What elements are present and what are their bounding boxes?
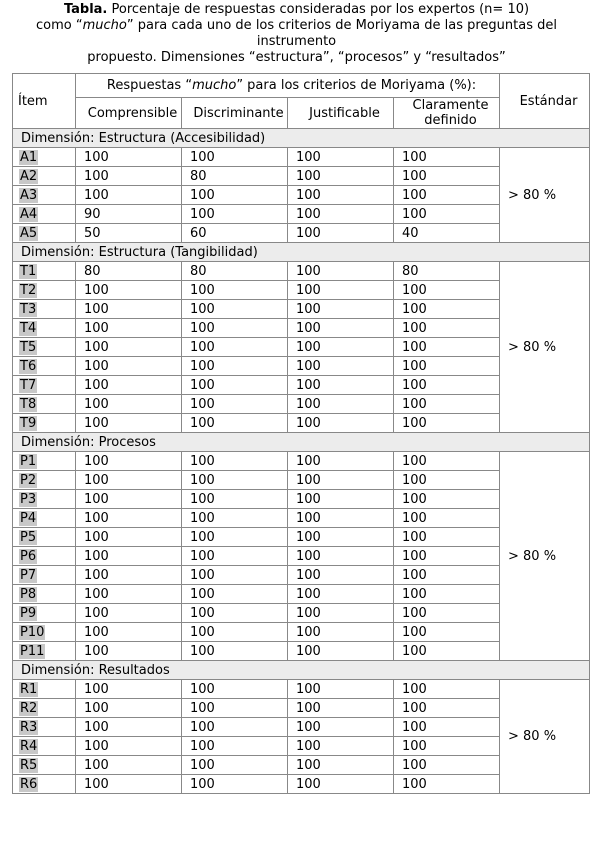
item-code: T5 [20,339,37,355]
value-cell: 100 [394,756,500,775]
value-cell: 100 [288,509,394,528]
value-cell: 100 [394,281,500,300]
dimension-title: Dimensión: Estructura (Accesibilidad) [13,129,590,148]
value-cell: 100 [182,414,288,433]
value-cell: 100 [76,509,182,528]
item-code-cell [13,528,76,547]
item-code-cell [13,148,76,167]
value-cell: 100 [394,167,500,186]
item-code: A2 [20,168,38,184]
item-code: R2 [20,700,38,716]
value-cell: 100 [288,186,394,205]
header-col-discriminante: Discriminante [182,98,288,129]
value-cell: 100 [182,300,288,319]
value-cell: 100 [182,471,288,490]
value-cell: 100 [394,775,500,794]
value-cell: 100 [182,756,288,775]
value-cell: 100 [76,395,182,414]
value-cell: 100 [288,566,394,585]
value-cell: 100 [76,528,182,547]
value-cell: 100 [288,357,394,376]
header-group-italic: mucho [192,78,237,93]
value-cell: 100 [288,547,394,566]
dimension-title: Dimensión: Procesos [13,433,590,452]
value-cell: 100 [76,471,182,490]
item-code: P7 [20,567,37,583]
item-code-cell [13,680,76,699]
item-code-cell [13,205,76,224]
item-code-cell [13,585,76,604]
value-cell: 50 [76,224,182,243]
item-code: T4 [20,320,37,336]
value-cell: 80 [182,262,288,281]
caption-line-3: propuesto. Dimensiones “estructura”, “procesos” y “resultados” [87,50,506,65]
value-cell: 100 [76,414,182,433]
value-cell: 100 [76,756,182,775]
value-cell: 100 [394,642,500,661]
value-cell: 100 [394,699,500,718]
value-cell: 100 [182,395,288,414]
value-cell: 100 [394,490,500,509]
item-code-cell [13,300,76,319]
item-code: R3 [20,719,38,735]
item-code: R4 [20,738,38,754]
item-code-cell [13,471,76,490]
item-code: A4 [20,206,38,222]
moriyama-table [12,73,590,794]
value-cell: 40 [394,224,500,243]
value-cell: 100 [182,509,288,528]
dimension-row [13,129,590,148]
value-cell: 100 [76,623,182,642]
value-cell: 100 [182,205,288,224]
value-cell: 100 [288,300,394,319]
item-code: P5 [20,529,37,545]
item-code-cell [13,756,76,775]
value-cell: 100 [76,642,182,661]
item-code-cell [13,414,76,433]
value-cell: 100 [182,547,288,566]
value-cell: 100 [288,281,394,300]
value-cell: 100 [76,699,182,718]
value-cell: 100 [394,509,500,528]
value-cell: 100 [182,604,288,623]
value-cell: 100 [76,376,182,395]
standard-cell: > 80 % [500,262,590,433]
item-code-cell [13,604,76,623]
item-code-cell [13,642,76,661]
value-cell: 100 [76,718,182,737]
value-cell: 100 [182,585,288,604]
item-code: P6 [20,548,37,564]
item-code-cell [13,281,76,300]
value-cell: 100 [288,737,394,756]
value-cell: 100 [182,680,288,699]
value-cell: 100 [394,471,500,490]
value-cell: 100 [76,319,182,338]
value-cell: 100 [182,623,288,642]
header-standard: Estándar [500,74,590,129]
item-code-cell [13,262,76,281]
value-cell: 100 [288,205,394,224]
item-code: T2 [20,282,37,298]
value-cell: 100 [394,528,500,547]
value-cell: 100 [288,338,394,357]
value-cell: 100 [288,148,394,167]
value-cell: 100 [182,357,288,376]
value-cell: 100 [394,604,500,623]
value-cell: 100 [76,357,182,376]
value-cell: 100 [394,623,500,642]
table-row [13,680,590,699]
item-code-cell [13,376,76,395]
caption-line-1 [0,2,593,18]
item-code: P4 [20,510,37,526]
value-cell: 100 [394,148,500,167]
standard-cell: > 80 % [500,680,590,794]
value-cell: 100 [182,452,288,471]
item-code-cell [13,395,76,414]
value-cell: 100 [288,680,394,699]
value-cell: 80 [76,262,182,281]
value-cell: 100 [182,319,288,338]
header-col-justificable: Justificable [288,98,394,129]
value-cell: 100 [76,680,182,699]
item-code: A3 [20,187,38,203]
value-cell: 100 [182,186,288,205]
value-cell: 100 [394,680,500,699]
value-cell: 100 [288,262,394,281]
value-cell: 100 [394,566,500,585]
item-code-cell [13,167,76,186]
header-group-pre: Respuestas “ [106,78,193,93]
caption-bold-label: Tabla. [63,2,108,17]
item-code: P11 [20,643,45,659]
item-code-cell [13,566,76,585]
value-cell: 100 [288,718,394,737]
value-cell: 100 [288,395,394,414]
standard-cell: > 80 % [500,148,590,243]
item-code-cell [13,775,76,794]
item-code: P2 [20,472,37,488]
value-cell: 100 [394,300,500,319]
item-code-cell [13,718,76,737]
value-cell: 100 [288,319,394,338]
item-code: R5 [20,757,38,773]
caption-line-2-pre: como “ [36,18,83,33]
caption-line-2 [0,18,593,50]
value-cell: 100 [76,566,182,585]
value-cell: 80 [394,262,500,281]
value-cell: 100 [76,281,182,300]
value-cell: 100 [394,338,500,357]
dimension-title: Dimensión: Estructura (Tangibilidad) [13,243,590,262]
value-cell: 100 [394,357,500,376]
item-code-cell [13,490,76,509]
dimension-row [13,661,590,680]
value-cell: 100 [182,281,288,300]
table-row [13,262,590,281]
value-cell: 100 [394,376,500,395]
value-cell: 90 [76,205,182,224]
dimension-row [13,433,590,452]
item-code-cell [13,338,76,357]
value-cell: 100 [182,338,288,357]
header-group [76,74,500,98]
value-cell: 100 [76,737,182,756]
value-cell: 100 [76,775,182,794]
value-cell: 100 [182,718,288,737]
value-cell: 100 [182,490,288,509]
item-code-cell [13,699,76,718]
item-code: T9 [20,415,37,431]
item-code: P3 [20,491,37,507]
value-cell: 100 [394,395,500,414]
value-cell: 100 [182,699,288,718]
value-cell: 100 [394,547,500,566]
item-code-cell [13,737,76,756]
value-cell: 100 [288,376,394,395]
dimension-title: Dimensión: Resultados [13,661,590,680]
item-code-cell [13,509,76,528]
value-cell: 100 [394,737,500,756]
header-col-claramente-definido: Claramente definido [394,98,500,129]
item-code-cell [13,547,76,566]
value-cell: 100 [394,319,500,338]
value-cell: 100 [288,528,394,547]
value-cell: 100 [288,471,394,490]
value-cell: 100 [394,205,500,224]
value-cell: 100 [288,585,394,604]
caption-line-2-post: ” para cada uno de los criterios de Moriyama de las preguntas del instrumento [126,18,557,49]
value-cell: 100 [182,775,288,794]
item-code-cell [13,319,76,338]
table-row [13,452,590,471]
table-body [13,74,590,794]
item-code-cell [13,224,76,243]
item-code: P1 [20,453,37,469]
value-cell: 100 [288,452,394,471]
header-group-post: ” para los criterios de Moriyama (%): [236,78,477,93]
table-row [13,148,590,167]
item-code: R1 [20,681,38,697]
value-cell: 100 [182,737,288,756]
item-code-cell [13,357,76,376]
item-code: R6 [20,776,38,792]
table-caption [0,2,593,66]
value-cell: 100 [76,148,182,167]
item-code: A5 [20,225,38,241]
value-cell: 100 [288,756,394,775]
value-cell: 100 [76,300,182,319]
value-cell: 100 [394,452,500,471]
value-cell: 100 [288,775,394,794]
value-cell: 100 [76,585,182,604]
dimension-row [13,243,590,262]
value-cell: 100 [76,167,182,186]
standard-cell: > 80 % [500,452,590,661]
item-code: T7 [20,377,37,393]
value-cell: 100 [288,623,394,642]
header-item: Ítem [13,74,76,129]
value-cell: 100 [288,167,394,186]
value-cell: 100 [76,452,182,471]
value-cell: 100 [288,642,394,661]
item-code: T1 [20,263,37,279]
value-cell: 100 [182,528,288,547]
item-code-cell [13,186,76,205]
item-code-cell [13,452,76,471]
value-cell: 100 [288,699,394,718]
item-code: P9 [20,605,37,621]
value-cell: 100 [394,718,500,737]
item-code: A1 [20,149,38,165]
item-code: T3 [20,301,37,317]
value-cell: 80 [182,167,288,186]
item-code: P10 [20,624,45,640]
value-cell: 100 [76,338,182,357]
value-cell: 100 [288,604,394,623]
value-cell: 60 [182,224,288,243]
value-cell: 100 [288,490,394,509]
value-cell: 100 [394,414,500,433]
header-col-comprensible: Comprensible [76,98,182,129]
item-code: T8 [20,396,37,412]
caption-line-1-text: Porcentaje de respuestas consideradas por los expertos (n= 10) [107,2,530,17]
value-cell: 100 [76,604,182,623]
value-cell: 100 [182,148,288,167]
item-code: P8 [20,586,37,602]
value-cell: 100 [76,186,182,205]
value-cell: 100 [182,642,288,661]
item-code-cell [13,623,76,642]
item-code: T6 [20,358,37,374]
value-cell: 100 [76,547,182,566]
value-cell: 100 [394,585,500,604]
value-cell: 100 [182,376,288,395]
value-cell: 100 [288,414,394,433]
header-row-1 [13,74,590,98]
caption-line-2-italic: mucho [82,18,127,33]
value-cell: 100 [76,490,182,509]
value-cell: 100 [288,224,394,243]
value-cell: 100 [394,186,500,205]
value-cell: 100 [182,566,288,585]
